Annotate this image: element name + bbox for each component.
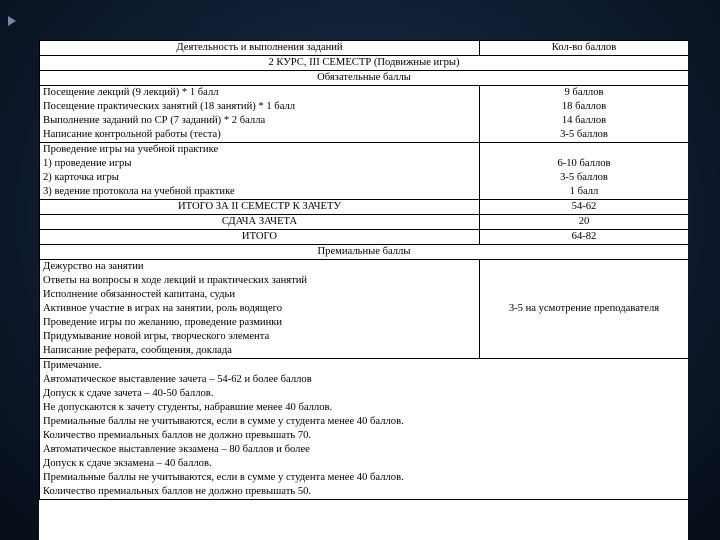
practice-item-value: 6-10 баллов — [557, 158, 611, 169]
bonus-item: Проведение игры по желанию, проведение разминки — [43, 317, 283, 328]
note-line: Количество премиальных баллов не должно превышать 50. — [43, 486, 312, 497]
bonus-item: Ответы на вопросы в ходе лекций и практических занятий — [43, 275, 308, 286]
practice-labels — [40, 143, 480, 200]
mandatory-value: 3-5 баллов — [560, 129, 608, 140]
practice-block — [40, 143, 689, 200]
total-row — [40, 215, 689, 230]
note-line: Автоматическое выставление экзамена – 80 баллов и более — [43, 444, 310, 455]
note-line: Премиальные баллы не учитываются, если в сумме у студента менее 40 баллов. — [43, 472, 404, 483]
mandatory-label: Написание контрольной работы (теста) — [43, 129, 221, 140]
bonus-heading-row — [40, 245, 689, 260]
bonus-heading: Премиальные баллы — [40, 245, 689, 260]
course-row — [40, 56, 689, 71]
header-activity: Деятельность и выполнения заданий — [40, 41, 480, 56]
bonus-item: Исполнение обязанностей капитана, судьи — [43, 289, 236, 300]
total-semester-label: ИТОГО ЗА II СЕМЕСТР К ЗАЧЕТУ — [40, 200, 480, 215]
slide-bullet-icon — [8, 16, 16, 26]
note-line: Автоматическое выставление зачета – 54-62 и более баллов — [43, 374, 312, 385]
notes-row — [40, 359, 689, 500]
bonus-item: Придумывание новой игры, творческого элемента — [43, 331, 270, 342]
mandatory-label: Посещение лекций (9 лекций) * 1 балл — [43, 87, 219, 98]
grand-total-value: 64-82 — [480, 230, 689, 245]
mandatory-heading: Обязательные баллы — [40, 71, 689, 86]
points-table-container — [39, 40, 688, 540]
practice-item-value: 3-5 баллов — [560, 172, 608, 183]
mandatory-label: Посещение практических занятий (18 занятий) * 1 балл — [43, 101, 296, 112]
total-semester-value: 54-62 — [480, 200, 689, 215]
mandatory-labels — [40, 86, 480, 143]
header-points: Кол-во баллов — [480, 41, 689, 56]
notes-cell — [40, 359, 689, 500]
mandatory-value: 14 баллов — [561, 115, 607, 126]
bonus-value: 3-5 на усмотрение преподавателя — [480, 260, 689, 359]
points-table — [39, 40, 688, 500]
header-row — [40, 41, 689, 56]
exam-value: 20 — [480, 215, 689, 230]
bonus-labels — [40, 260, 480, 359]
total-row — [40, 230, 689, 245]
course-title: 2 КУРС, III СЕМЕСТР (Подвижные игры) — [40, 56, 689, 71]
note-line: Допуск к сдаче экзамена – 40 баллов. — [43, 458, 212, 469]
practice-item-label: 2) карточка игры — [43, 172, 119, 183]
bonus-item: Активное участие в играх на занятии, роль водящего — [43, 303, 283, 314]
practice-item-label: 3) ведение протокола на учебной практике — [43, 186, 235, 197]
mandatory-value: 18 баллов — [561, 101, 607, 112]
mandatory-block — [40, 86, 689, 143]
bonus-item: Дежурство на занятии — [43, 261, 144, 272]
bonus-block — [40, 260, 689, 359]
note-line: Премиальные баллы не учитываются, если в сумме у студента менее 40 баллов. — [43, 416, 404, 427]
note-line: Количество премиальных баллов не должно превышать 70. — [43, 430, 312, 441]
note-line: Примечание. — [43, 360, 102, 371]
total-row — [40, 200, 689, 215]
mandatory-value: 9 баллов — [564, 87, 604, 98]
mandatory-label: Выполнение заданий по СР (7 заданий) * 2 балла — [43, 115, 266, 126]
practice-item-value: 1 балл — [569, 186, 599, 197]
practice-title: Проведение игры на учебной практике — [43, 144, 219, 155]
bonus-item: Написание реферата, сообщения, доклада — [43, 345, 232, 356]
practice-item-label: 1) проведение игры — [43, 158, 132, 169]
grand-total-label: ИТОГО — [40, 230, 480, 245]
mandatory-heading-row — [40, 71, 689, 86]
exam-label: СДАЧА ЗАЧЕТА — [40, 215, 480, 230]
practice-values — [480, 143, 689, 200]
note-line: Допуск к сдаче зачета – 40-50 баллов. — [43, 388, 214, 399]
mandatory-values — [480, 86, 689, 143]
note-line: Не допускаются к зачету студенты, набравшие менее 40 баллов. — [43, 402, 333, 413]
